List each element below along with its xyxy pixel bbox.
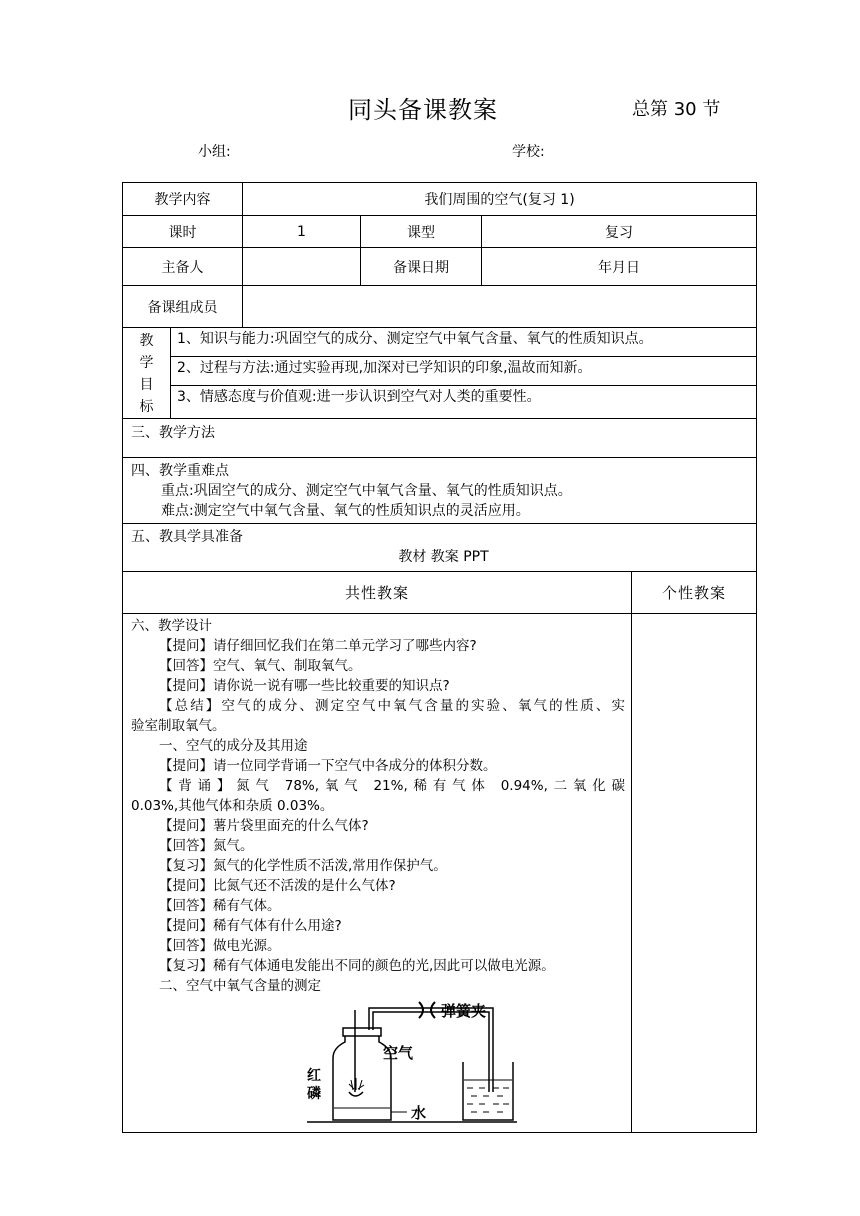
objectives-label-text: 教学目标 — [139, 333, 154, 415]
group-label: 小组: — [198, 144, 231, 160]
combustion-spoon — [349, 1092, 363, 1096]
tools-value: 教材 教案 PPT — [398, 549, 489, 565]
objective-item: 2、过程与方法:通过实验再现,加深对已学知识的印象,温故而知新。 — [171, 357, 756, 386]
design-line: 【提问】请你说一说有哪一些比较重要的知识点? — [159, 678, 450, 694]
date-value: 年月日 — [482, 248, 757, 286]
objective-item: 1、知识与能力:巩固空气的成分、测定空气中氧气含量、氧气的性质知识点。 — [171, 328, 756, 357]
flame-icon — [349, 1078, 364, 1090]
key-points-section — [123, 458, 757, 524]
bottle-stopper — [343, 1028, 381, 1036]
spring-clip-icon — [419, 1002, 435, 1018]
lesson-total: 总第 30 节 — [632, 99, 721, 120]
method-heading: 三、教学方法 — [131, 425, 215, 441]
preparer-value — [243, 248, 361, 286]
design-line: 【回答】稀有气体。 — [159, 898, 281, 914]
common-plan-header: 共性教案 — [123, 572, 632, 614]
personal-plan-cell — [632, 614, 757, 1133]
design-line: 【提问】比氮气还不活泼的是什么气体? — [159, 878, 396, 894]
design-line: 【总结】空气的成分、测定空气中氧气含量的实验、氧气的性质、实 — [159, 698, 625, 714]
tools-section — [123, 524, 757, 572]
hours-value: 1 — [243, 216, 361, 248]
design-line: 一、空气的成分及其用途 — [159, 738, 308, 754]
date-label: 备课日期 — [361, 248, 482, 286]
personal-plan-header: 个性教案 — [632, 572, 757, 614]
preparer-label: 主备人 — [123, 248, 243, 286]
design-line: 【提问】请一位同学背诵一下空气中各成分的体积分数。 — [159, 758, 497, 774]
content-label: 教学内容 — [123, 183, 243, 216]
design-line: 【复习】稀有气体通电发能出不同的颜色的光,因此可以做电光源。 — [159, 958, 555, 974]
objective-item: 3、情感态度与价值观:进一步认识到空气对人类的重要性。 — [177, 389, 541, 405]
objectives-list — [171, 328, 757, 419]
lesson-plan-table — [122, 182, 757, 1133]
members-value — [243, 286, 757, 328]
design-line: 【提问】稀有气体有什么用途? — [159, 918, 342, 934]
beaker — [463, 1062, 513, 1120]
clip-label: 弹簧夹 — [441, 1002, 487, 1020]
design-line: 【回答】空气、氧气、制取氧气。 — [159, 658, 362, 674]
design-line: 【回答】做电光源。 — [159, 938, 281, 954]
content-value: 我们周围的空气(复习 1) — [243, 183, 757, 216]
oxygen-experiment-diagram — [307, 1000, 517, 1132]
method-section — [123, 419, 757, 458]
design-line: 二、空气中氧气含量的测定 — [159, 978, 321, 994]
design-line: 【回答】氮气。 — [159, 838, 254, 854]
design-heading: 六、教学设计 — [131, 618, 212, 634]
design-line: 0.03%,其他气体和杂质 0.03%。 — [131, 798, 334, 814]
design-line: 【背诵】氮气 78%,氧气 21%,稀有气体 0.94%,二氧化碳 — [159, 778, 625, 794]
beaker-water-hatching — [467, 1088, 509, 1112]
key-heading: 四、教学重难点 — [131, 463, 229, 479]
objectives-label — [123, 328, 171, 419]
design-line: 【提问】薯片袋里面充的什么气体? — [159, 818, 369, 834]
type-label: 课型 — [361, 216, 482, 248]
key-point: 重点:巩固空气的成分、测定空气中氧气含量、氧气的性质知识点。 — [161, 483, 572, 499]
design-line: 验室制取氧气。 — [131, 718, 226, 734]
school-label: 学校: — [512, 144, 545, 160]
page-title: 同头备课教案 — [348, 96, 498, 124]
design-line: 【提问】请仔细回忆我们在第二单元学习了哪些内容? — [159, 638, 477, 654]
hard-point: 难点:测定空气中氧气含量、氧气的性质知识点的灵活应用。 — [161, 503, 530, 519]
hours-label: 课时 — [123, 216, 243, 248]
air-label: 空气 — [383, 1044, 414, 1062]
phosphorus-label-1: 红 — [307, 1068, 321, 1084]
phosphorus-label-2: 磷 — [307, 1086, 321, 1102]
water-label: 水 — [411, 1104, 427, 1122]
design-line: 【复习】氮气的化学性质不活泼,常用作保护气。 — [159, 858, 447, 874]
teaching-design — [123, 614, 632, 1133]
members-label: 备课组成员 — [123, 286, 243, 328]
tools-heading: 五、教具学具准备 — [131, 529, 243, 545]
type-value: 复习 — [482, 216, 757, 248]
